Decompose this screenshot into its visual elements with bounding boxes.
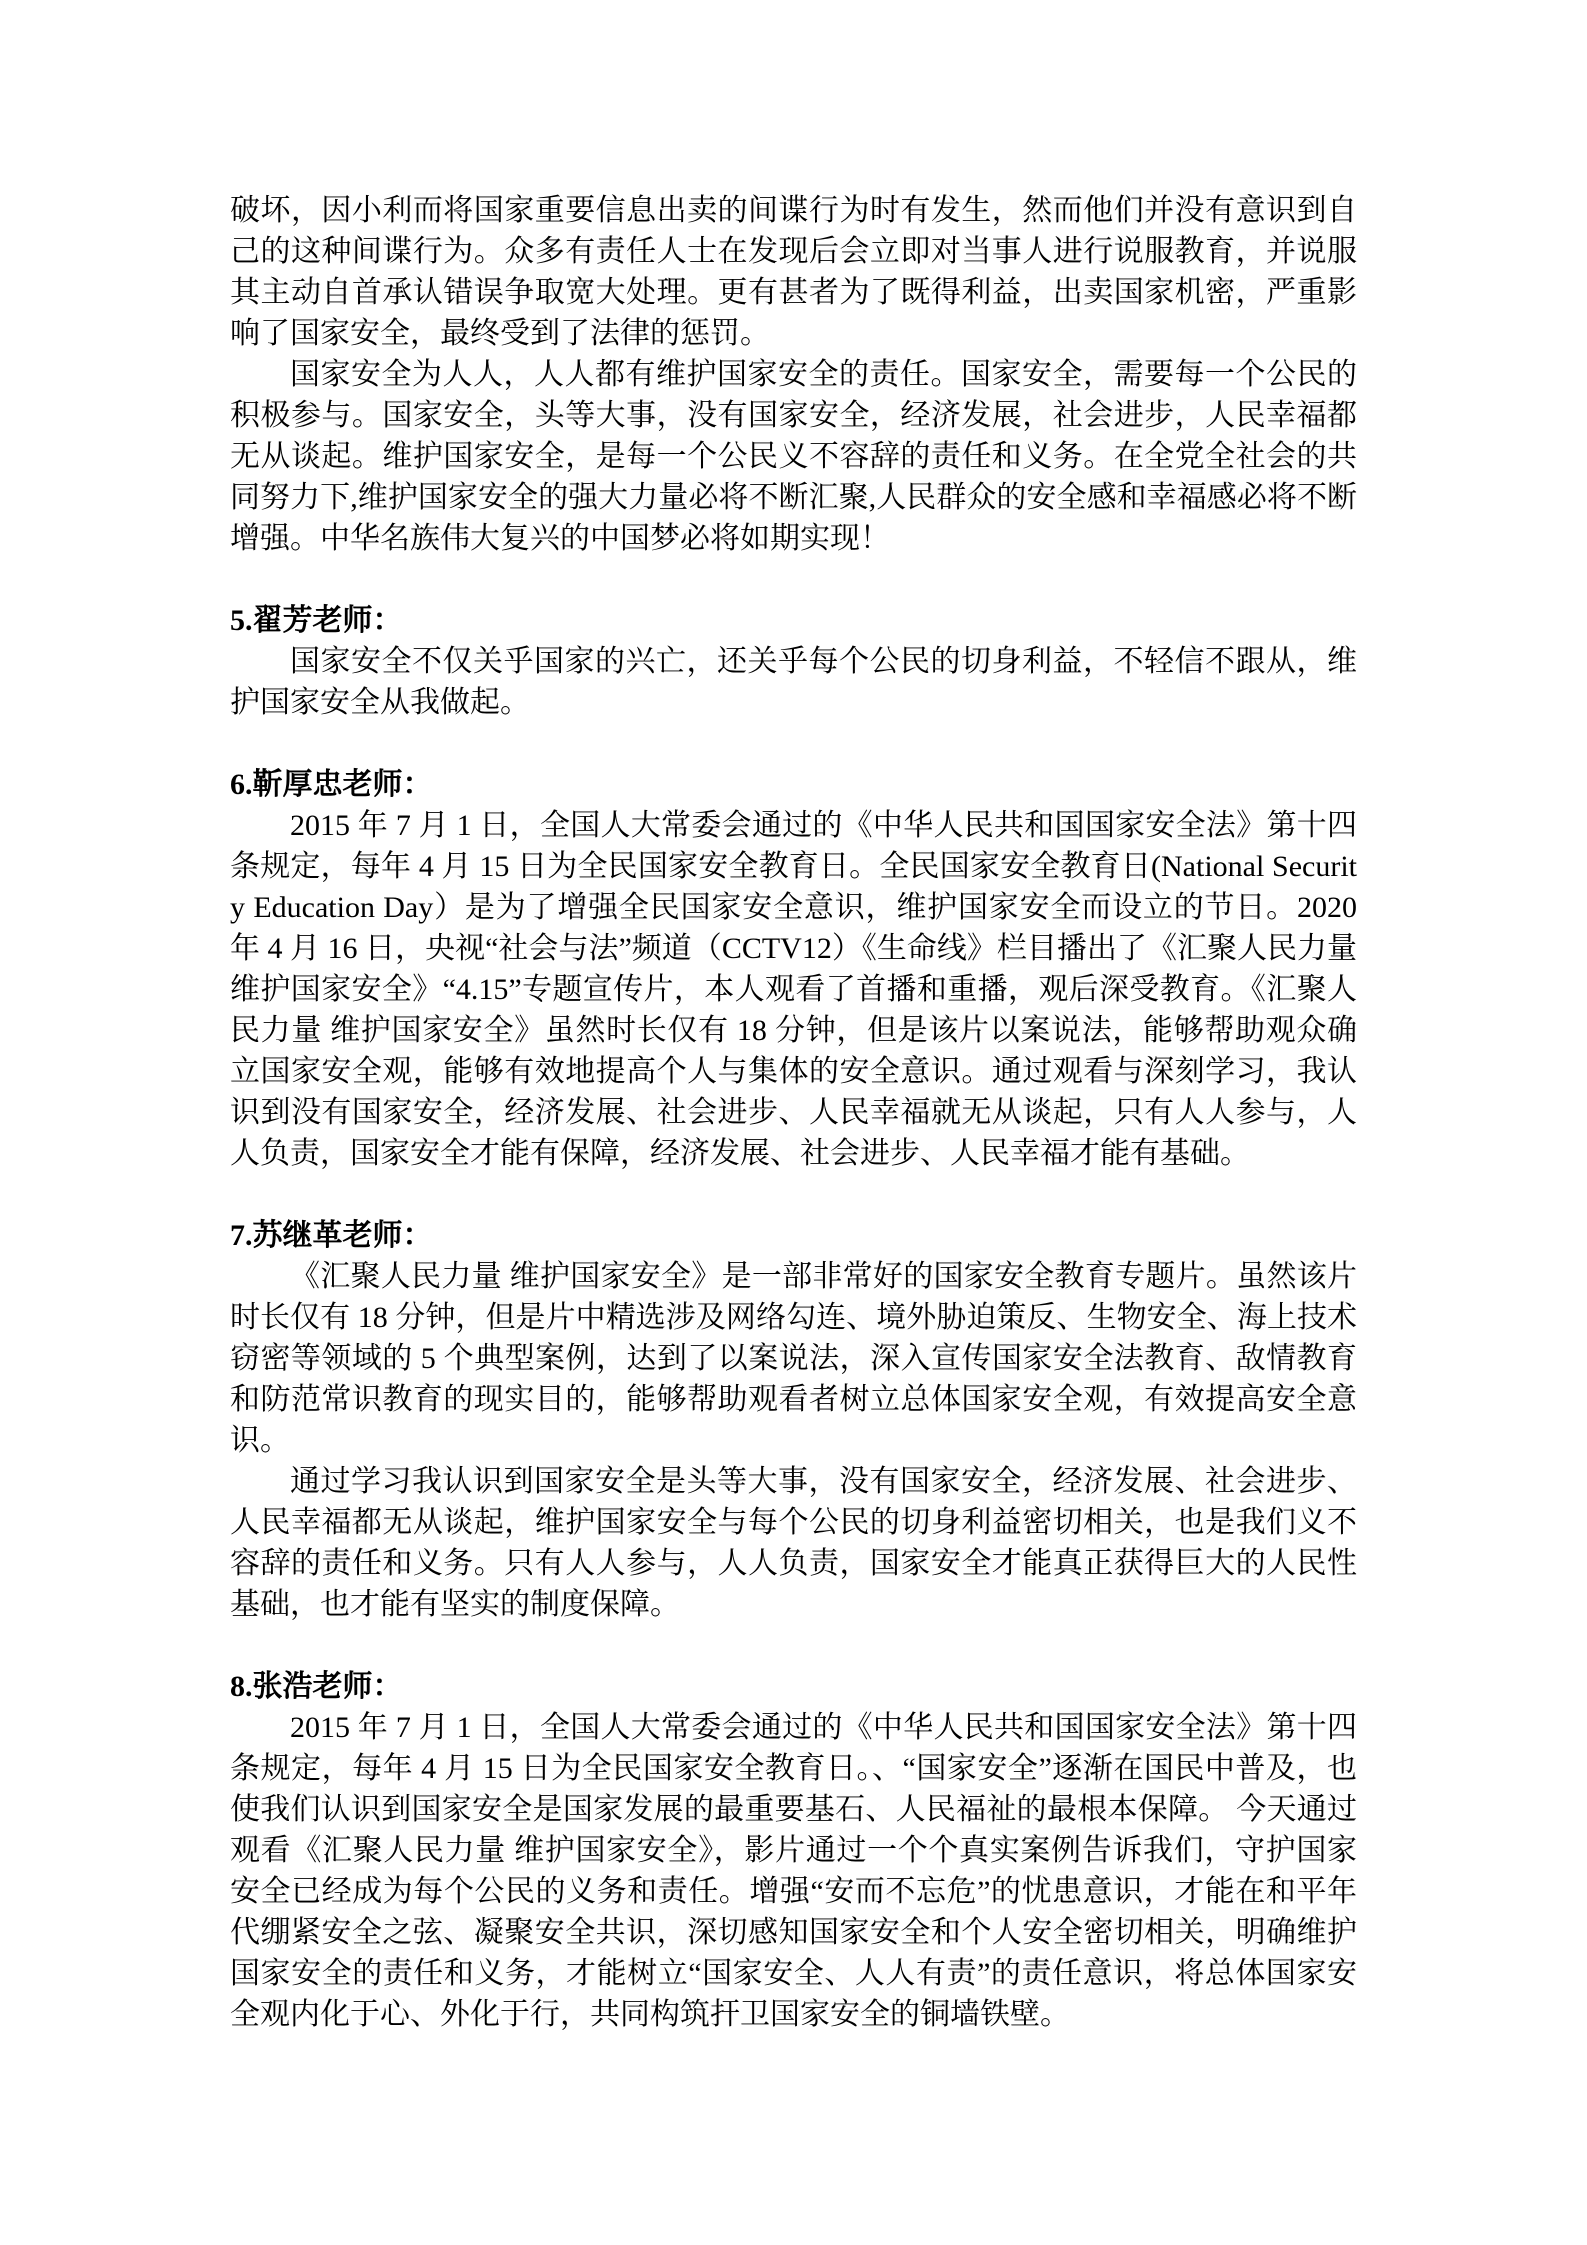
section-heading: 5.翟芳老师： — [230, 604, 403, 637]
paragraph: 《汇聚人民力量 维护国家安全》是一部非常好的国家安全教育专题片。虽然该片时长仅有 18 分钟，但是片中精选涉及网络勾连、境外胁迫策反、生物安全、海上技术窃密等领域的 5 个典型案例，达到了以案说法，深入宣传国家安全法教育、敌情教育和防范常识教育的现实目的，能够帮助观看者树立总体国家安全观，有效提高安全意识。 — [230, 1260, 1357, 1457]
paragraph: 2015 年 7 月 1 日，全国人大常委会通过的《中华人民共和国国家安全法》第十四条规定，每年 4 月 15 日为全民国家安全教育日。全民国家安全教育日(National Security Education Day）是为了增强全民国家安全意识，维护国家安全而设立的节日。2020 年 4 月 16 日，央视“社会与法”频道（CCTV12）《生命线》栏目播出了《汇聚人民力量 维护国家安全》“4.15”专题宣传片，本人观看了首播和重播，观后深受教育。《汇聚人民力量 维护国家安全》虽然时长仅有 18 分钟，但是该片以案说法，能够帮助观众确立国家安全观，能够有效地提高个人与集体的安全意识。通过观看与深刻学习，我认识到没有国家安全，经济发展、社会进步、人民幸福就无从谈起，只有人人参与，人人负责，国家安全才能有保障，经济发展、社会进步、人民幸福才能有基础。 — [230, 809, 1357, 1170]
section-heading: 7.苏继革老师： — [230, 1219, 433, 1252]
section-heading: 8.张浩老师： — [230, 1670, 403, 1703]
paragraph: 2015 年 7 月 1 日，全国人大常委会通过的《中华人民共和国国家安全法》第十四条规定，每年 4 月 15 日为全民国家安全教育日。、“国家安全”逐渐在国民中普及，也使我们认识到国家安全是国家发展的最重要基石、人民福祉的最根本保障。 今天通过观看《汇聚人民力量 维护国家安全》，影片通过一个个真实案例告诉我们，守护国家安全已经成为每个公民的义务和责任。增强“安而不忘危”的忧患意识，才能在和平年代绷紧安全之弦、凝聚安全共识，深切感知国家安全和个人安全密切相关，明确维护国家安全的责任和义务，才能树立“国家安全、人人有责”的责任意识，将总体国家安全观内化于心、外化于行，共同构筑扞卫国家安全的铜墙铁壁。 — [230, 1711, 1357, 2031]
paragraph: 国家安全为人人，人人都有维护国家安全的责任。国家安全，需要每一个公民的积极参与。国家安全，头等大事，没有国家安全，经济发展，社会进步，人民幸福都无从谈起。维护国家安全，是每一个公民义不容辞的责任和义务。在全党全社会的共同努力下,维护国家安全的强大力量必将不断汇聚,人民群众的安全感和幸福感必将不断增强。中华名族伟大复兴的中国梦必将如期实现！ — [230, 358, 1357, 555]
paragraph: 破坏，因小利而将国家重要信息出卖的间谍行为时有发生，然而他们并没有意识到自己的这种间谍行为。众多有责任人士在发现后会立即对当事人进行说服教育，并说服其主动自首承认错误争取宽大处理。更有甚者为了既得利益，出卖国家机密，严重影响了国家安全，最终受到了法律的惩罚。 — [230, 194, 1357, 350]
section-heading: 6.靳厚忠老师： — [230, 768, 433, 801]
paragraph: 国家安全不仅关乎国家的兴亡，还关乎每个公民的切身利益，不轻信不跟从，维护国家安全从我做起。 — [230, 645, 1357, 719]
document-content — [230, 190, 1357, 2035]
paragraph: 通过学习我认识到国家安全是头等大事，没有国家安全，经济发展、社会进步、人民幸福都无从谈起，维护国家安全与每个公民的切身利益密切相关，也是我们义不容辞的责任和义务。只有人人参与，人人负责，国家安全才能真正获得巨大的人民性基础，也才能有坚实的制度保障。 — [230, 1465, 1357, 1621]
